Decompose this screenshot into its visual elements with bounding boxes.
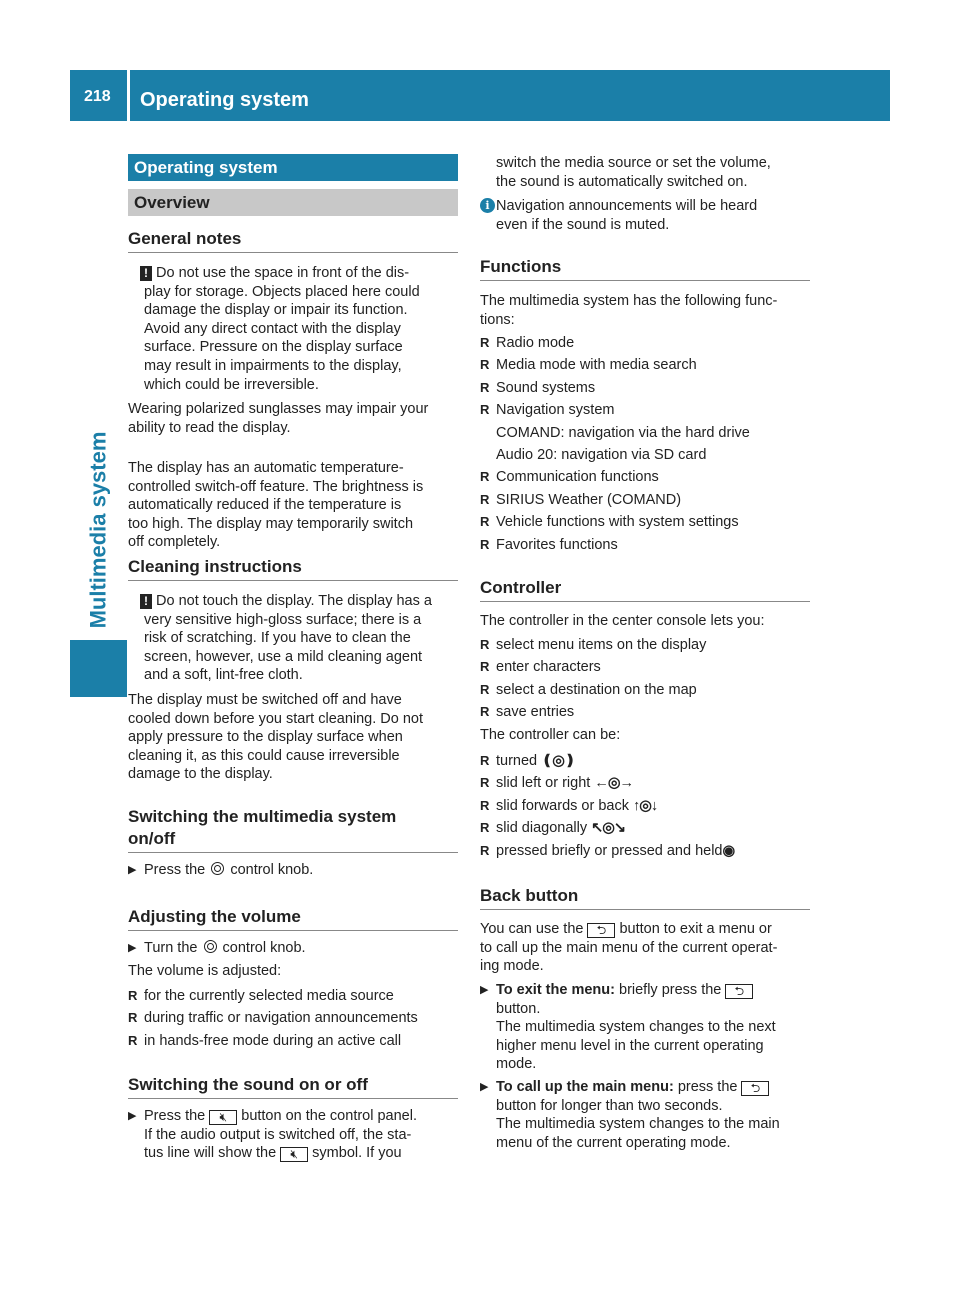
controller-slide-lr-icon: ←◎→ [594,775,633,792]
list-item: R turned ❪◎❫ [480,753,576,769]
side-tab-label: Multimedia system [85,431,111,629]
list-item: R Navigation system [480,402,615,419]
header-title: Operating system [140,89,309,111]
back-button-icon: ⮌ [725,984,753,999]
list-item: R select menu items on the display [480,637,707,653]
list-item: R enter characters [480,659,601,676]
volume-bullets [128,987,458,1054]
list-item: R Favorites functions [480,536,618,553]
controller-slide-diagonal-icon: ↖◎↘ [591,820,626,837]
functions-intro: The multimedia system has the following func- tions: [480,293,778,328]
list-subitem: Audio 20: navigation via SD card [496,446,707,463]
list-subitem: COMAND: navigation via the hard drive [496,424,750,441]
heading-volume: Adjusting the volume [128,906,458,931]
list-item: R save entries [480,704,575,721]
heading-sound: Switching the sound on or off [128,1074,458,1099]
controller-moves [480,752,810,864]
back-intro: You can use the ⮌ button to exit a menu or to call up the main menu of the current operat- ing mode. [480,921,778,975]
para-temperature: The display has an automatic temperature- controlled switch-off feature. The brightness is automatically reduced if the temperature is too high. The display may temporarily switch off completely. [128,460,424,551]
header-divider [127,70,130,121]
list-item: R Media mode with media search [480,357,697,374]
warning-icon: ! [140,594,152,609]
para-sunglasses: Wearing polarized sunglasses may impair your ability to read the display. [128,401,429,436]
list-item: R for the currently selected media source [128,988,394,1004]
heading-cleaning: Cleaning instructions [128,556,458,581]
side-tab-marker [70,640,127,697]
list-item: R in hands-free mode during an active call [128,1032,402,1049]
list-item: R SIRIUS Weather (COMAND) [480,491,682,508]
control-knob-icon [204,940,217,953]
volume-result: The volume is adjusted: [128,963,282,979]
list-item: R slid diagonally ↖◎↘ [480,820,626,837]
list-item: R during traffic or navigation announcements [128,1010,418,1027]
heading-general-notes: General notes [128,228,458,253]
warning-general: ! Do not use the space in front of the dis- play for storage. Objects placed here could damage the display or impair its function. Avoid any direct contact with the display surface. Pressure on the display surface may result in impairments to the display, which could be irreversible. [128,264,463,394]
back-button-icon: ⮌ [587,923,615,938]
step-sound: ▶ Press the 🔇︎ button on the control panel. If the audio output is switched off, the sta- tus line will show the 🔇︎ symbol. If you [128,1108,417,1162]
controller-press-icon: ◉ [722,842,735,859]
list-item: R Sound systems [480,379,596,396]
warning-icon: ! [140,266,152,281]
step-arrow-icon: ▶ [128,942,137,954]
control-knob-icon [211,862,224,875]
step-main-menu: ▶ To call up the main menu: press the ⮌ button for longer than two seconds. The multimedia system changes to the main menu of the current operating mode. [480,1079,780,1151]
controller-bullets [480,636,810,726]
step-turn-knob: ▶ Turn the control knob. [128,940,306,956]
info-note: i Navigation announcements will be heard even if the sound is muted. [480,197,820,234]
page-number: 218 [84,88,111,105]
heading-back-button: Back button [480,885,810,910]
step-arrow-icon: ▶ [480,984,489,996]
list-item: R slid forwards or back ↑◎↓ [480,797,658,814]
mute-button-icon: 🔇︎ [209,1110,237,1125]
mute-symbol-icon: 🔇︎ [280,1147,308,1162]
back-button-icon: ⮌ [741,1081,769,1096]
step-arrow-icon: ▶ [480,1081,489,1093]
step-exit-menu: ▶ To exit the menu: briefly press the ⮌ button. The multimedia system changes to the next higher menu level in the current operating mode. [480,982,776,1073]
subsection-bar: Overview [128,189,458,216]
controller-turn-icon: ❪◎❫ [541,753,576,769]
para-cleaning: The display must be switched off and have cooled down before you start cleaning. Do not apply pressure to the display surface when cleaning it, as this could cause irreversible damage to the display. [128,692,424,783]
info-icon: i [480,198,495,213]
step-switch-on-off: ▶ Press the control knob. [128,862,314,878]
list-item: R Radio mode [480,335,575,351]
list-item: R pressed briefly or pressed and held◉ [480,842,735,859]
functions-bullets [480,334,810,558]
heading-controller: Controller [480,577,810,602]
controller-can-be: The controller can be: [480,727,621,743]
controller-intro: The controller in the center console lets you: [480,613,765,629]
list-item: R Communication functions [480,469,659,486]
section-bar: Operating system [128,154,458,181]
step-arrow-icon: ▶ [128,1110,137,1122]
controller-slide-fb-icon: ↑◎↓ [633,797,658,814]
list-item: R select a destination on the map [480,681,697,698]
heading-functions: Functions [480,256,810,281]
warning-cleaning: ! Do not touch the display. The display has a very sensitive high-gloss surface; there is a risk of scratching. If you have to clean the screen, however, use a mild cleaning agent and a soft, lint-free cloth. [128,592,463,685]
para-continuation: switch the media source or set the volume, the sound is automatically switched on. [496,155,771,190]
list-item: R Vehicle functions with system settings [480,514,739,531]
heading-switching: Switching the multimedia system on/off [128,806,458,853]
list-item: R slid left or right ←◎→ [480,775,633,792]
step-arrow-icon: ▶ [128,864,137,876]
